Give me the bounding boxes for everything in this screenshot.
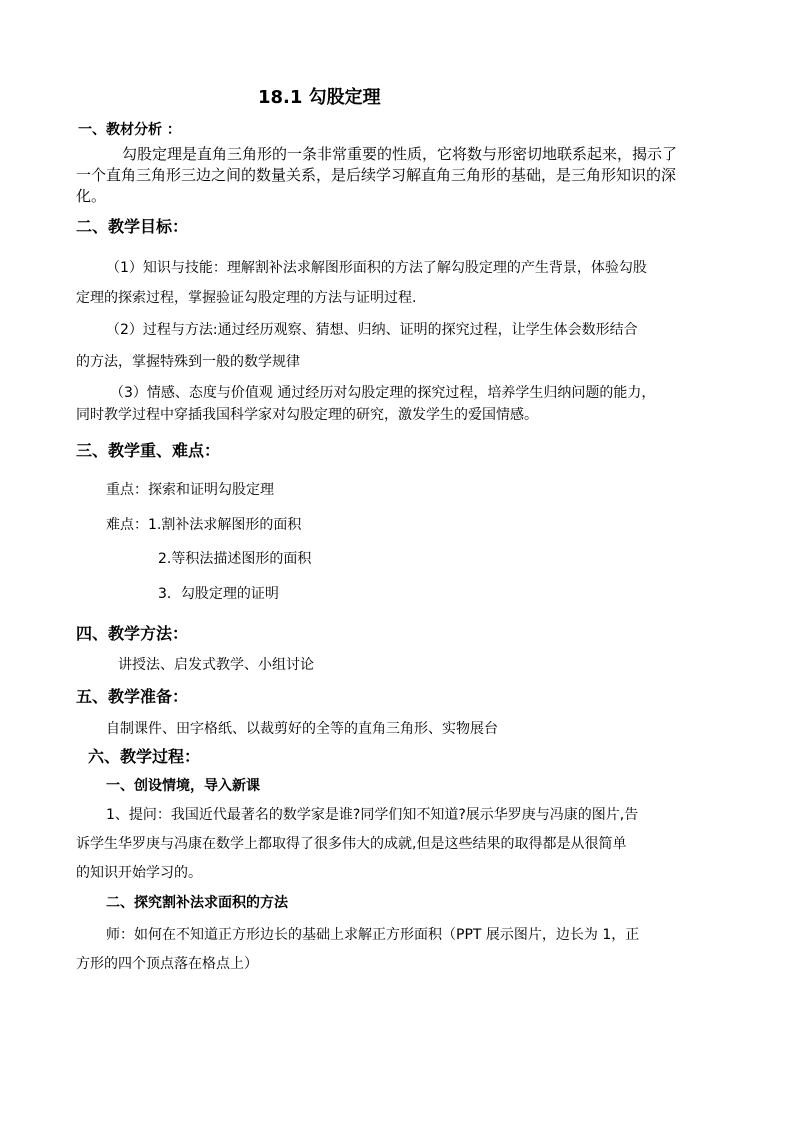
page-title: 18.1 勾股定理 — [258, 87, 381, 108]
process-line: 的知识开始学习的。 — [76, 865, 202, 881]
objective-line: 定理的探索过程，掌握验证勾股定理的方法与证明过程. — [76, 290, 417, 306]
process-line: 诉学生华罗庚与冯康在数学上都取得了很多伟大的成就,但是这些结果的取得都是从很简单 — [76, 836, 627, 852]
process-line: 1、提问：我国近代最著名的数学家是谁?同学们知不知道?展示华罗庚与冯康的图片,告 — [106, 807, 639, 823]
section-heading-analysis: 一、教材分析 ： — [78, 122, 181, 138]
section-heading-preparation: 五、教学准备： — [76, 687, 189, 706]
difficulty-line: 难点：1.割补法求解图形的面积 — [106, 517, 302, 533]
objective-line: 同时教学过程中穿插我国科学家对勾股定理的研究，激发学生的爱国情感。 — [76, 407, 538, 423]
key-point-line: 重点：探索和证明勾股定理 — [106, 482, 274, 498]
objective-line: （1）知识与技能：理解割补法求解图形面积的方法了解勾股定理的产生背景，体验勾股 — [106, 260, 647, 276]
objective-line: 的方法，掌握特殊到一般的数学规律 — [76, 354, 300, 370]
difficulty-line: 3．勾股定理的证明 — [158, 586, 279, 602]
analysis-line: 一个直角三角形三边之间的数量关系，是后续学习解直角三角形的基础，是三角形知识的深 — [76, 166, 677, 184]
analysis-line: 化。 — [76, 187, 107, 205]
methods-line: 讲授法、启发式教学、小组讨论 — [118, 657, 314, 673]
section-heading-methods: 四、教学方法： — [76, 624, 189, 643]
process-line: 方形的四个顶点落在格点上） — [76, 956, 258, 972]
objective-line: （3）情感、态度与价值观 通过经历对勾股定理的探究过程，培养学生归纳问题的能力， — [110, 385, 656, 401]
section-heading-objectives: 二、教学目标： — [76, 217, 189, 236]
process-line: 师：如何在不知道正方形边长的基础上求解正方形面积（PPT 展示图片，边长为 1，正 — [106, 927, 640, 943]
analysis-line: 勾股定理是直角三角形的一条非常重要的性质，它将数与形密切地联系起来，揭示了 — [122, 145, 678, 163]
objective-line: （2）过程与方法:通过经历观察、猜想、归纳、证明的探究过程，让学生体会数形结合 — [106, 322, 638, 338]
section-heading-process: 六、教学过程： — [88, 747, 201, 766]
difficulty-line: 2.等积法描述图形的面积 — [158, 551, 312, 567]
preparation-line: 自制课件、田字格纸、以裁剪好的全等的直角三角形、实物展台 — [106, 721, 498, 737]
subsection-heading-intro: 一、创设情境，导入新课 — [106, 778, 260, 794]
subsection-heading-area-method: 二、探究割补法求面积的方法 — [106, 895, 288, 911]
section-heading-key-points: 三、教学重、难点： — [76, 441, 221, 460]
